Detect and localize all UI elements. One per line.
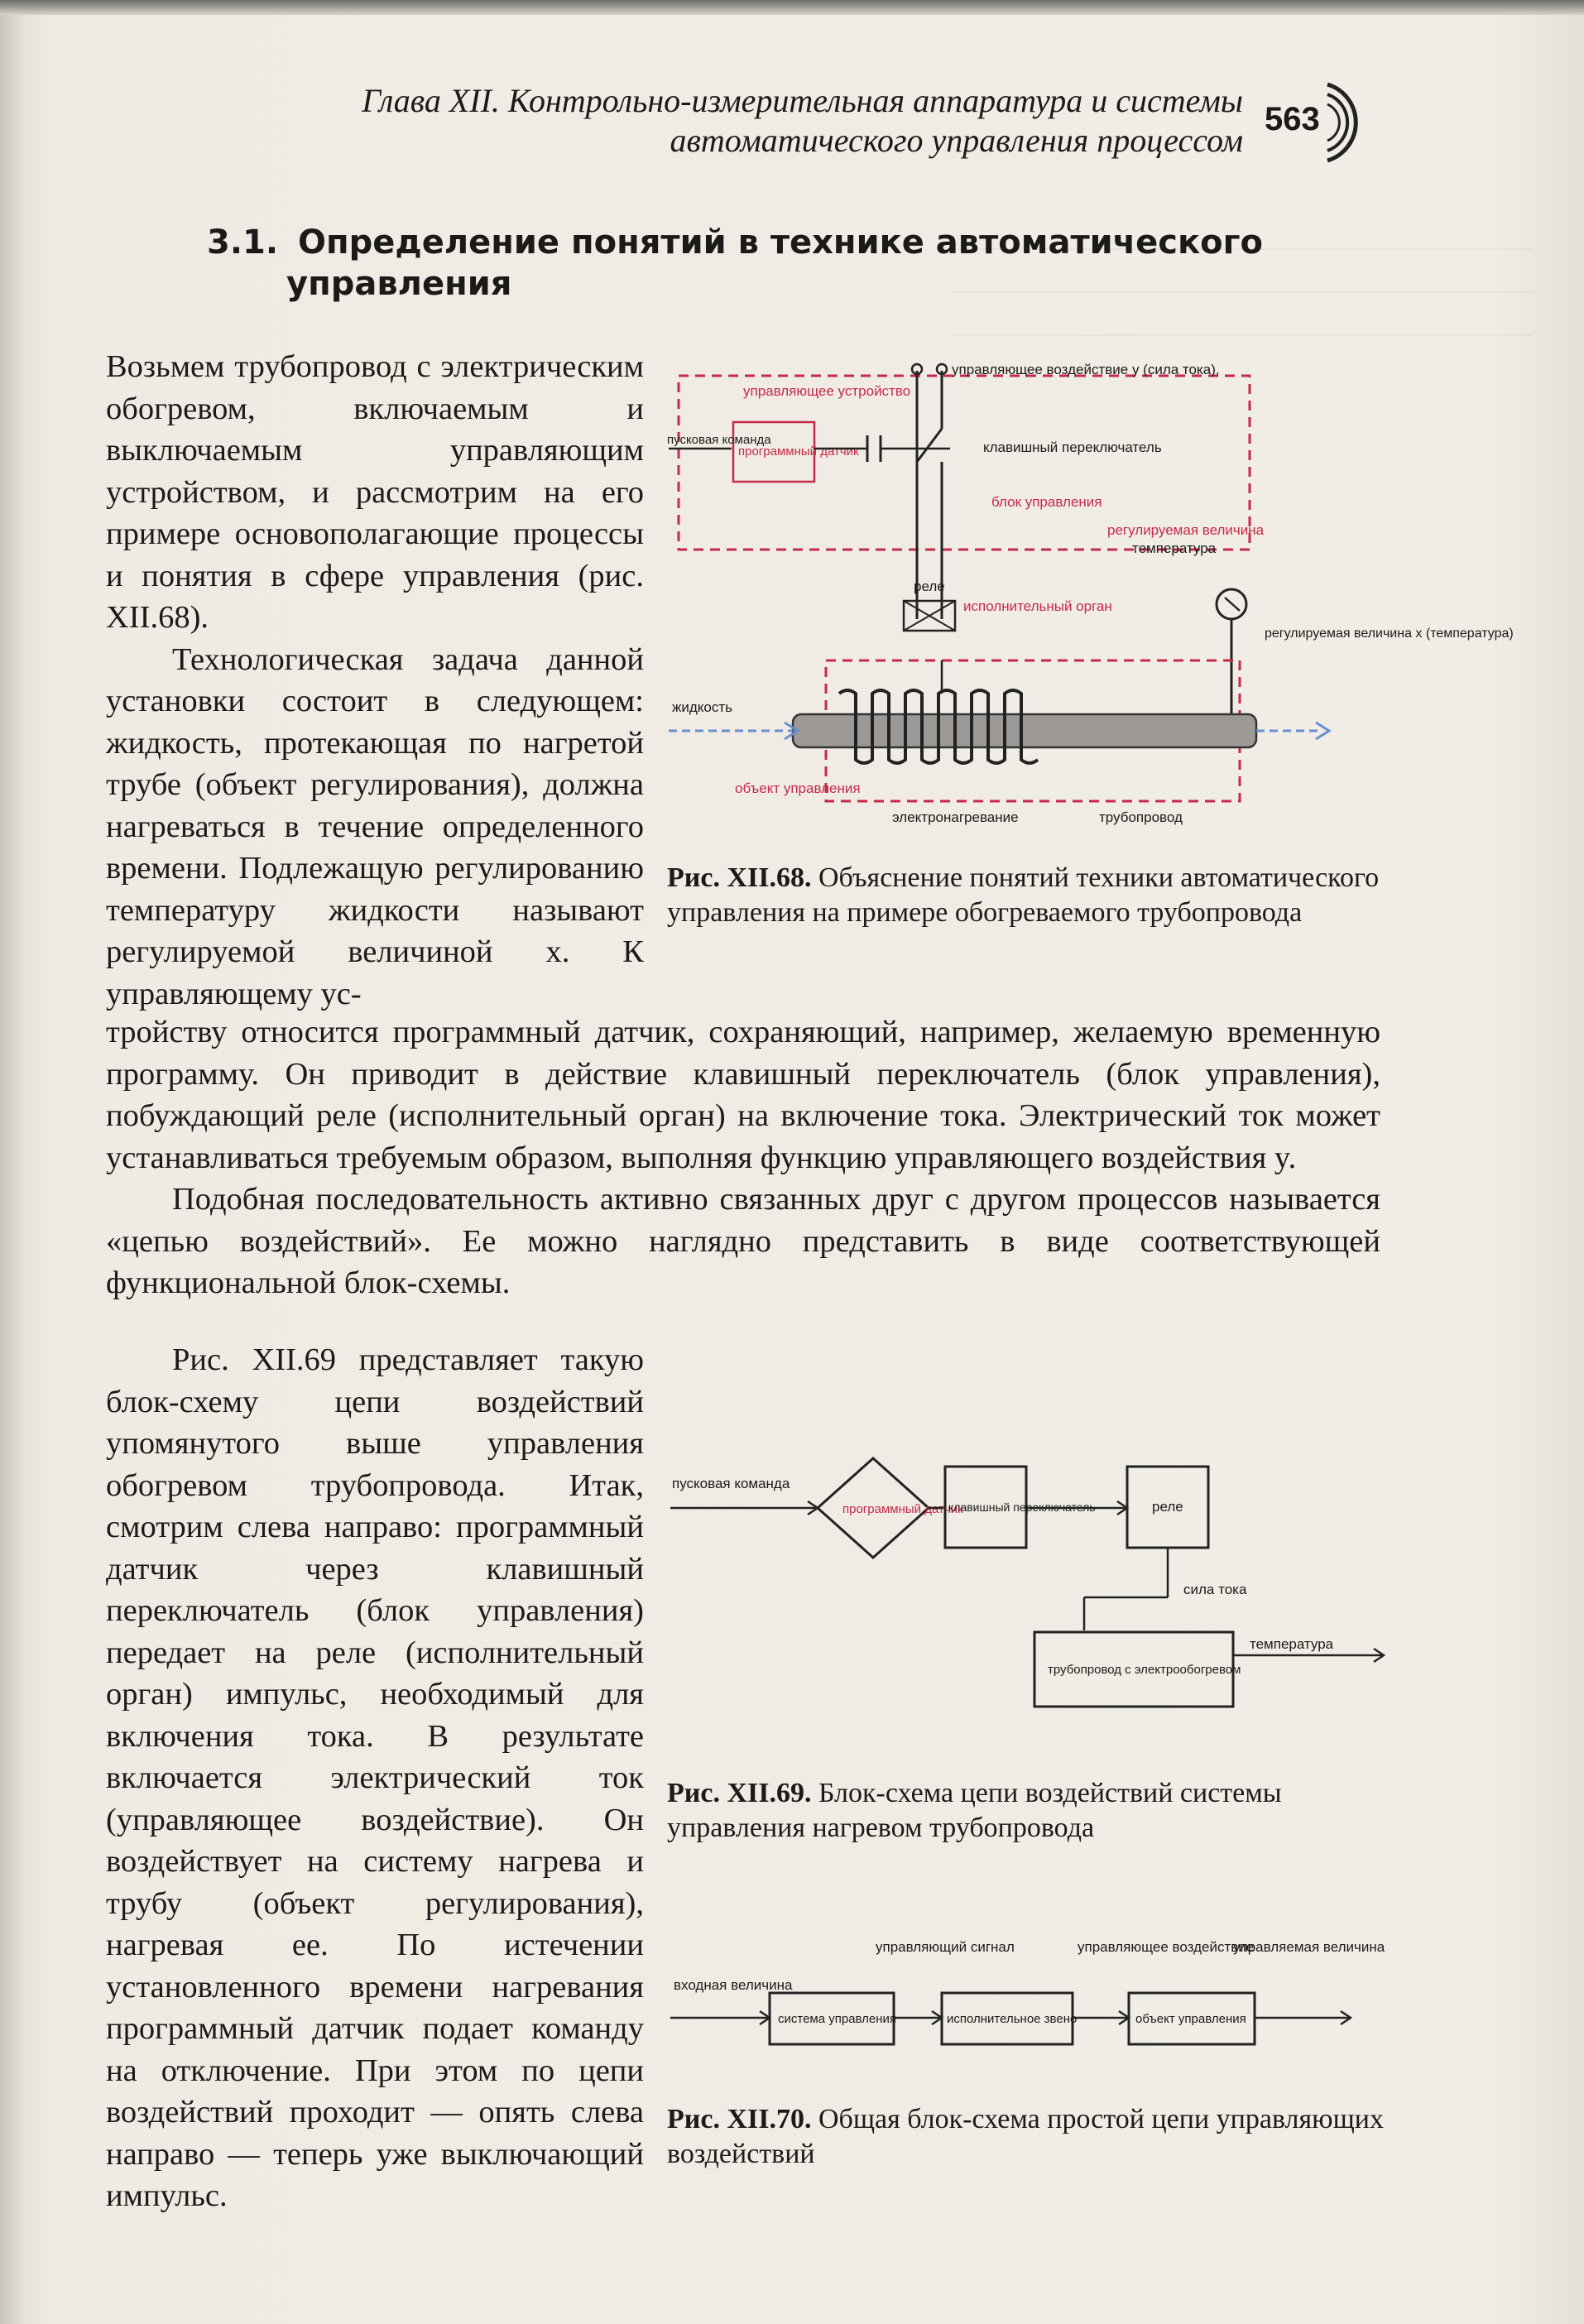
fig69-switch-label: клавишный переключатель [948,1501,1096,1514]
fig70-control-signal-label: управляющий сигнал [876,1939,1015,1955]
fig68-actuator-label: исполнительный орган [963,598,1112,614]
paragraph-4: Рис. XII.69 представляет такую блок-схему цепи воздействий упомянутого выше управления обогревом трубопровода. Итак, смотрим слева направо: программный датчик через клавишный переключатель (блок управления) передает на реле (исполнительный орган) импульс, необходимый для включения тока. В результате включается электрический ток (управляющее воздействие). Он воздействует на систему нагрева и трубу (объект регулирования), нагревая ее. По истечении установленного времени нагревания программный датчик подает команду на отключение. При этом по цепи воздействий проходит — опять слева направо — теперь уже выключающий импульс. [106,1342,644,2213]
fig69-pipe-label: трубопровод с электрообогревом [1048,1663,1241,1677]
fig69-prog-sensor-label: программный датчик [842,1502,963,1516]
fig69-start-cmd-label: пусковая команда [672,1476,790,1491]
chapter-header-line2: автоматического управления процессом [670,122,1243,159]
paragraph-3: Подобная последовательность активно связанных друг с другом процессов называется «цепью воздействий». Ее можно наглядно представить в виде соответствующей функциональной блок-схемы. [106,1182,1380,1300]
paragraph-1: Возьмем трубопровод с электрическим обогревом, включаемым и выключаемым управляющим устройством, и рассмотрим на его примере основополагающие процессы и понятия в сфере управления (рис. XII.68). [106,349,644,635]
fig69-current-label: сила тока [1183,1582,1247,1597]
section-heading [207,222,1324,305]
body-column-top [106,346,644,1015]
fig70-control-action-label: управляющее воздействие [1078,1939,1255,1955]
fig70-input-label: входная величина [674,1977,793,1993]
figure-68-caption [667,861,1395,930]
fig68-prog-sensor-label: программный датчик [738,444,859,459]
fig68-switch-label: клавишный переключатель [983,439,1162,455]
page-top-shadow [0,0,1584,15]
paragraph-2a: Технологическая задача данной установки состоит в следующем: жидкость, протекающая по нагретой трубе (объект регулирования), должна нагреваться в течение определенного времени. Подлежащую регулированию температуру жидкости называют регулируемой величиной x. К управляющему ус- [106,641,644,1011]
fig68-caption-label: Рис. XII.68. [667,862,812,893]
fig68-relay-label: реле [914,579,945,594]
figure-69-caption [667,1776,1395,1846]
page-number-rings-icon [1319,73,1385,172]
fig68-control-device-label: управляющее устройство [743,383,911,399]
figure-70-diagram [670,1913,1399,2062]
fig70-caption-text: Общая блок-схема простой цепи управляющих воздействий [667,2104,1384,2169]
fig69-caption-text: Блок-схема цепи воздействий системы управления нагревом трубопровода [667,1778,1282,1843]
fig68-liquid-label: жидкость [672,699,733,715]
page-number: 563 [1265,101,1320,137]
fig69-relay-label: реле [1152,1499,1183,1515]
fig70-actuator-label: исполнительное звено [947,2012,1078,2026]
fig68-start-cmd-label: пусковая команда [667,433,771,447]
fig70-caption-label: Рис. XII.70. [667,2104,812,2134]
fig70-controlled-label: управляемая величина [1233,1939,1385,1955]
figure-68-diagram [667,346,1514,843]
fig68-caption-text: Объяснение понятий техники автоматического управления на примере обогреваемого трубопровода [667,862,1380,928]
fig68-pipe-label: трубопровод [1099,809,1183,825]
figure-70-caption [667,2102,1395,2172]
fig70-object-label: объект управления [1135,2012,1246,2026]
fig69-temperature-label: температура [1250,1636,1334,1652]
chapter-header [167,81,1243,161]
chapter-header-line1: Глава XII. Контрольно-измерительная аппаратура и системы [362,82,1243,119]
paragraph-2b: тройству относится программный датчик, сохраняющий, например, желаемую временную программу. Он приводит в действие клавишный переключатель (блок управления), побуждающий реле (исполнительный орган) на включение тока. Электрический ток может устанавливаться требуемым образом, выполняя функцию управляющего воздействия y. [106,1015,1380,1175]
fig69-caption-label: Рис. XII.69. [667,1778,812,1808]
fig68-control-action-label: управляющее воздействие y (сила тока), [952,362,1220,377]
fig68-object-label: объект управления [735,780,861,796]
figure-69-diagram [670,1457,1399,1746]
fig68-temperature-label: температура [1132,540,1217,556]
fig68-control-block-label: блок управления [991,494,1102,510]
body-full-width [106,1011,1380,1304]
pipe-shape [793,714,1256,747]
fig68-regulated-x-label: регулируемая величина x (температура) [1265,627,1514,641]
section-title-line1: Определение понятий в технике автоматического [298,223,1263,262]
section-number: 3.1. [207,223,279,262]
fig68-heating-label: электронагревание [892,809,1019,825]
body-column-bottom [106,1339,644,2217]
section-title-line2: управления [286,265,512,303]
fig68-controlled-value-label: регулируемая величина [1107,522,1265,538]
fig70-system-label: система управления [778,2012,897,2026]
